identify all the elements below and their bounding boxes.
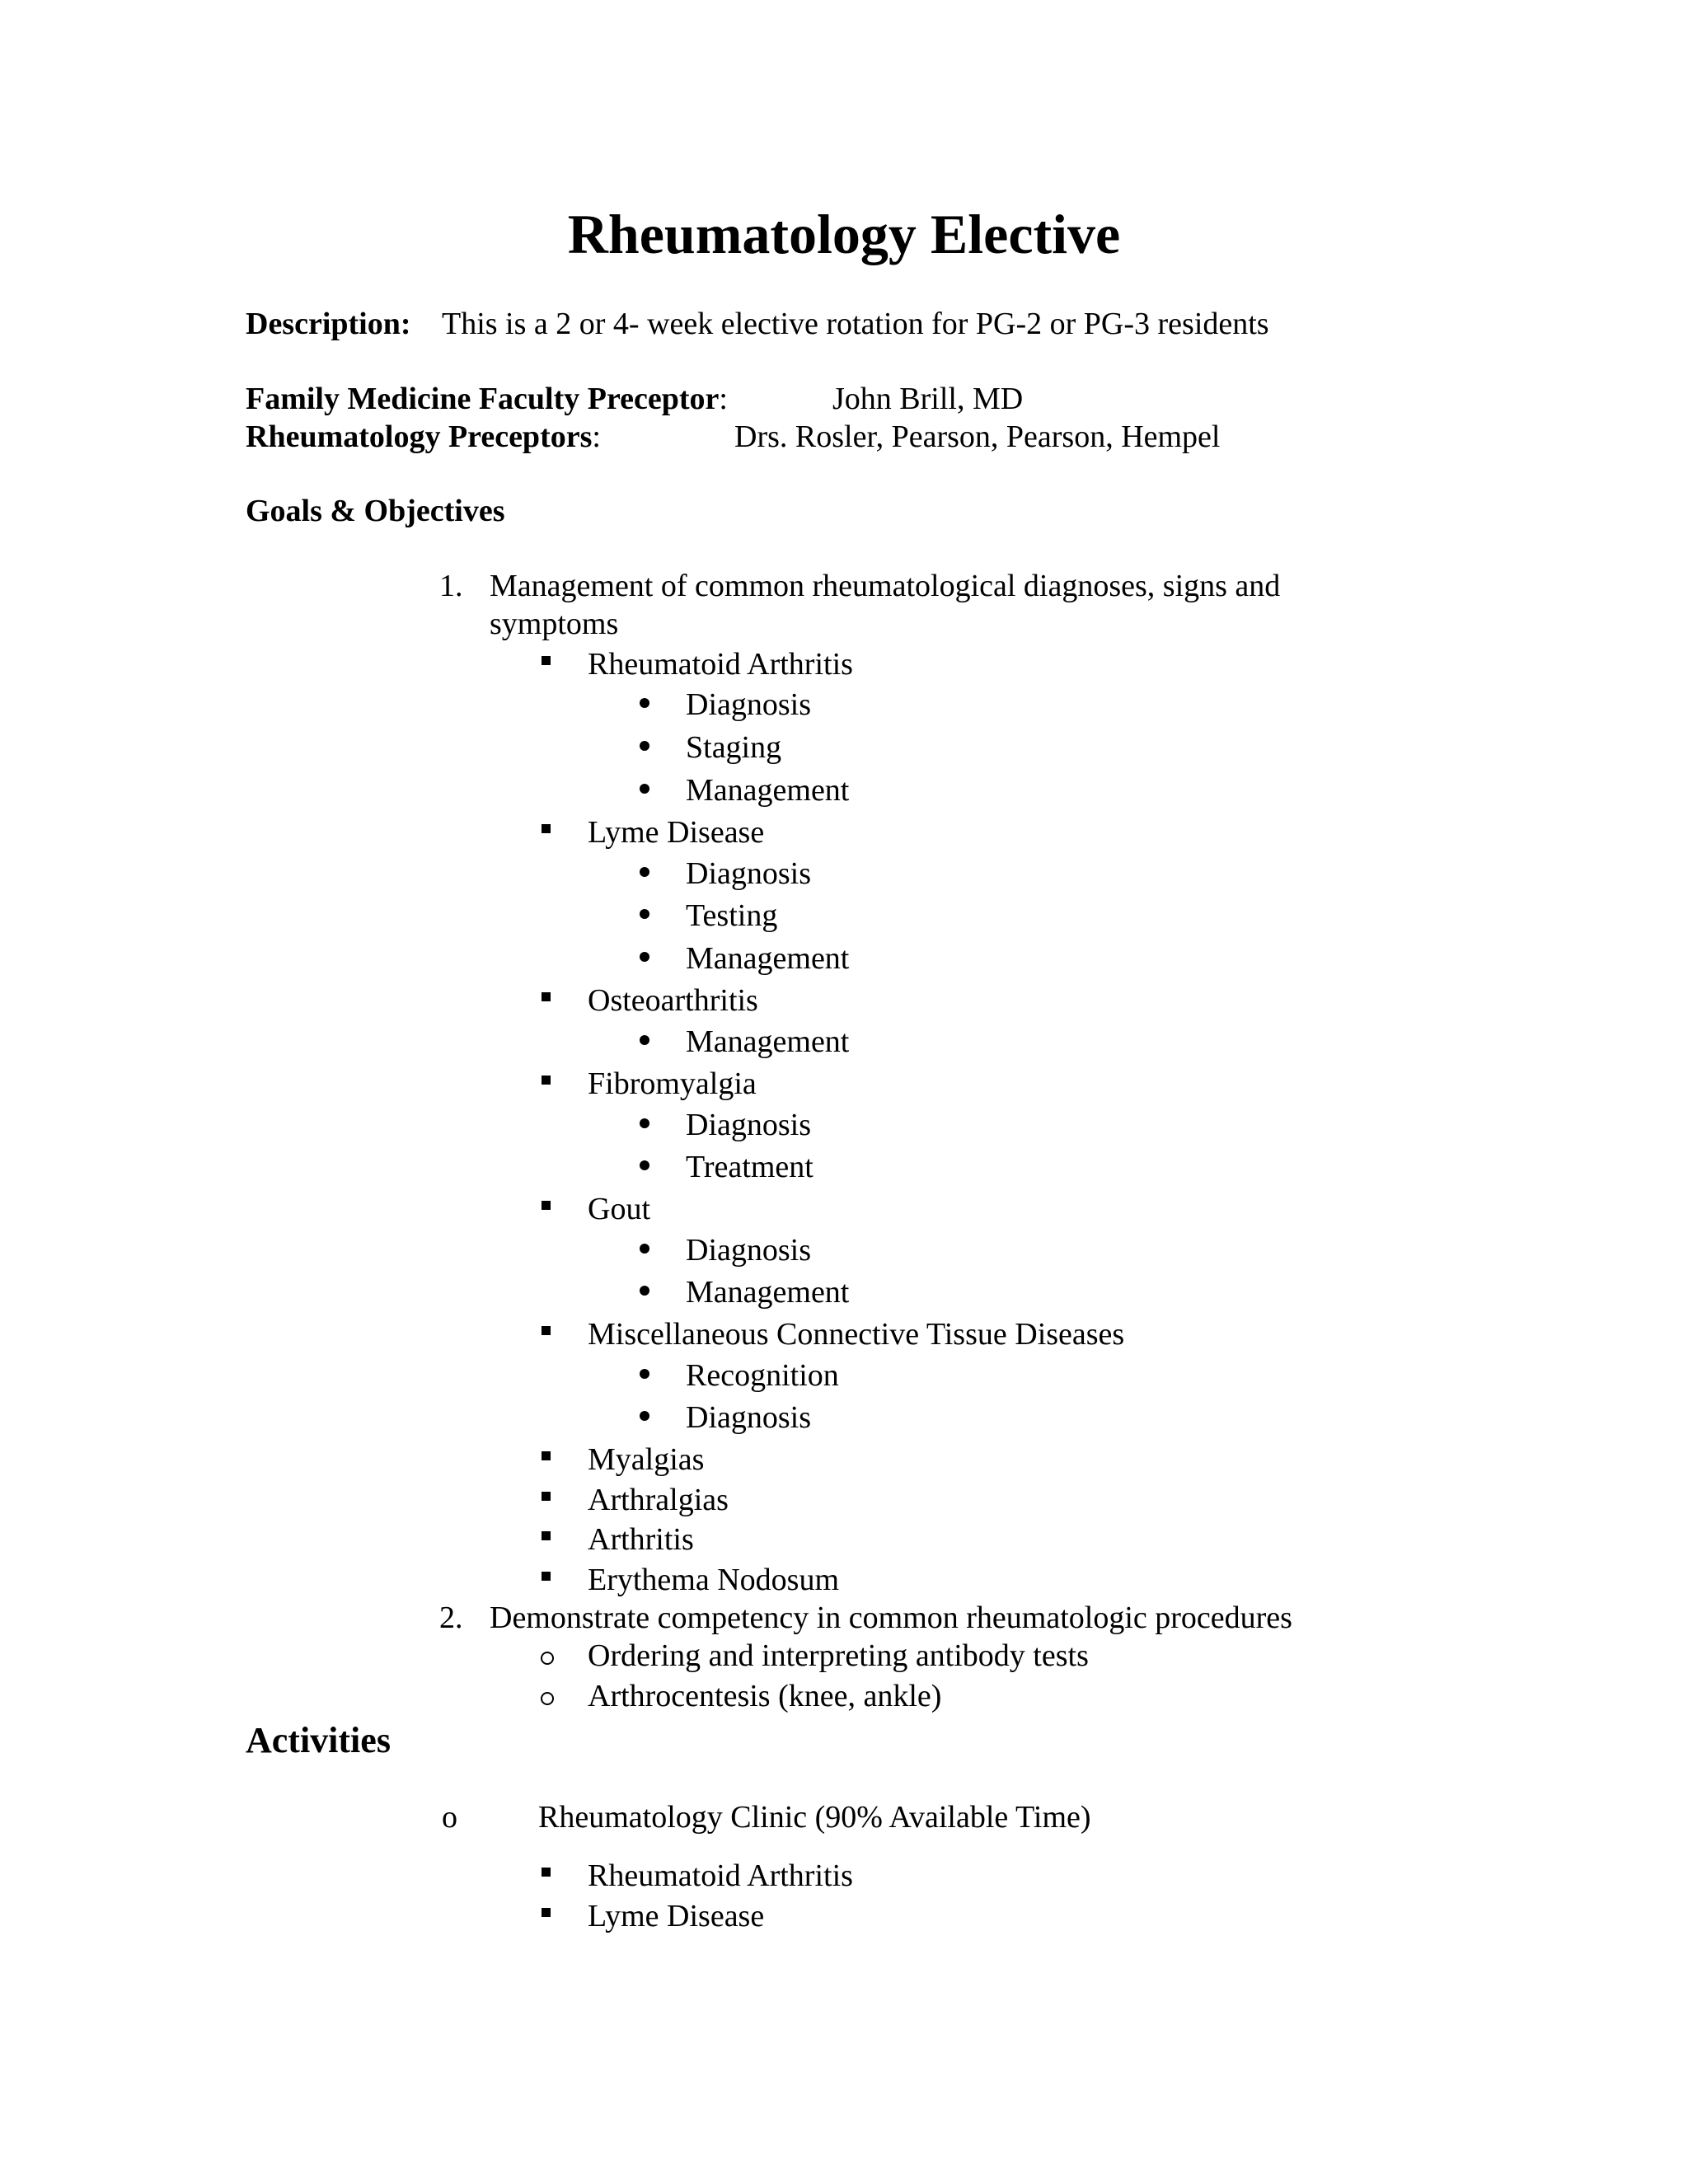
clinic-item: Lyme Disease bbox=[588, 1899, 765, 1933]
square-bullet-icon bbox=[542, 1531, 551, 1540]
goal-2-number: 2. bbox=[439, 1601, 463, 1635]
goal-1-number: 1. bbox=[439, 569, 463, 603]
topic-label: Erythema Nodosum bbox=[588, 1563, 840, 1597]
bullet-dot-icon bbox=[640, 1286, 649, 1296]
procedure-item: Arthrocentesis (knee, ankle) bbox=[588, 1679, 942, 1713]
topic-label: Arthralgias bbox=[588, 1483, 729, 1517]
activities-heading: Activities bbox=[246, 1720, 391, 1760]
faculty-preceptor-row bbox=[246, 383, 728, 415]
subtopic-label: Treatment bbox=[686, 1150, 814, 1184]
subtopic-label: Diagnosis bbox=[686, 1400, 811, 1435]
subtopic-label: Diagnosis bbox=[686, 1108, 811, 1142]
square-bullet-icon bbox=[542, 1572, 551, 1581]
bullet-dot-icon bbox=[640, 867, 649, 877]
activity-clinic: Rheumatology Clinic (90% Available Time) bbox=[538, 1800, 1091, 1835]
subtopic-label: Management bbox=[686, 773, 850, 808]
goal-1-text-line2: symptoms bbox=[490, 607, 619, 641]
topic-label: Myalgias bbox=[588, 1442, 705, 1477]
square-bullet-icon bbox=[542, 992, 551, 1001]
rheumatology-preceptors-colon: : bbox=[592, 419, 601, 454]
topic-label: Rheumatoid Arthritis bbox=[588, 647, 853, 682]
square-bullet-icon bbox=[542, 1201, 551, 1210]
faculty-preceptor-name: John Brill, MD bbox=[832, 382, 1024, 416]
bullet-dot-icon bbox=[640, 952, 649, 962]
bullet-dot-icon bbox=[640, 909, 649, 919]
topic-label: Fibromyalgia bbox=[588, 1066, 757, 1101]
square-bullet-icon bbox=[542, 824, 551, 833]
bullet-dot-icon bbox=[640, 1369, 649, 1379]
goals-heading: Goals & Objectives bbox=[246, 494, 505, 528]
procedure-item: Ordering and interpreting antibody tests bbox=[588, 1638, 1089, 1673]
topic-label: Gout bbox=[588, 1192, 650, 1226]
rheumatology-preceptors-names: Drs. Rosler, Pearson, Pearson, Hempel bbox=[734, 419, 1221, 454]
bullet-dot-icon bbox=[640, 1160, 649, 1170]
square-bullet-icon bbox=[542, 656, 551, 665]
subtopic-label: Testing bbox=[686, 898, 778, 933]
rheumatology-preceptors-label: Rheumatology Preceptors bbox=[246, 419, 593, 454]
bullet-dot-icon bbox=[640, 1118, 649, 1128]
topic-label: Lyme Disease bbox=[588, 815, 765, 850]
rheumatology-preceptors-row bbox=[246, 421, 601, 452]
goal-2-text: Demonstrate competency in common rheumatologic procedures bbox=[490, 1601, 1292, 1635]
subtopic-label: Recognition bbox=[686, 1358, 839, 1393]
subtopic-label: Staging bbox=[686, 730, 782, 765]
bullet-dot-icon bbox=[640, 784, 649, 794]
square-bullet-icon bbox=[542, 1908, 551, 1917]
clinic-item: Rheumatoid Arthritis bbox=[588, 1858, 853, 1893]
square-bullet-icon bbox=[542, 1326, 551, 1335]
subtopic-label: Diagnosis bbox=[686, 856, 811, 891]
faculty-preceptor-label: Family Medicine Faculty Preceptor bbox=[246, 382, 720, 416]
bullet-dot-icon bbox=[640, 1035, 649, 1045]
subtopic-label: Diagnosis bbox=[686, 1233, 811, 1268]
subtopic-label: Management bbox=[686, 1024, 850, 1059]
bullet-dot-icon bbox=[640, 1411, 649, 1421]
square-bullet-icon bbox=[542, 1451, 551, 1460]
subtopic-label: Diagnosis bbox=[686, 687, 811, 722]
activity-marker: o bbox=[442, 1800, 457, 1835]
page-title: Rheumatology Elective bbox=[567, 203, 1121, 265]
description-label: Description: bbox=[246, 307, 411, 341]
square-bullet-icon bbox=[542, 1492, 551, 1501]
square-bullet-icon bbox=[542, 1868, 551, 1877]
bullet-dot-icon bbox=[640, 741, 649, 751]
topic-label: Osteoarthritis bbox=[588, 983, 758, 1018]
circle-bullet-icon bbox=[541, 1692, 554, 1705]
circle-bullet-icon bbox=[541, 1652, 554, 1665]
goal-1-text-line1: Management of common rheumatological diagnoses, signs and bbox=[490, 569, 1281, 603]
bullet-dot-icon bbox=[640, 1244, 649, 1254]
topic-label: Miscellaneous Connective Tissue Diseases bbox=[588, 1317, 1125, 1352]
subtopic-label: Management bbox=[686, 941, 850, 976]
description-text: This is a 2 or 4- week elective rotation for PG-2 or PG-3 residents bbox=[442, 307, 1269, 341]
topic-label: Arthritis bbox=[588, 1522, 694, 1557]
bullet-dot-icon bbox=[640, 698, 649, 708]
subtopic-label: Management bbox=[686, 1275, 850, 1310]
square-bullet-icon bbox=[542, 1076, 551, 1085]
faculty-preceptor-colon: : bbox=[719, 382, 728, 416]
